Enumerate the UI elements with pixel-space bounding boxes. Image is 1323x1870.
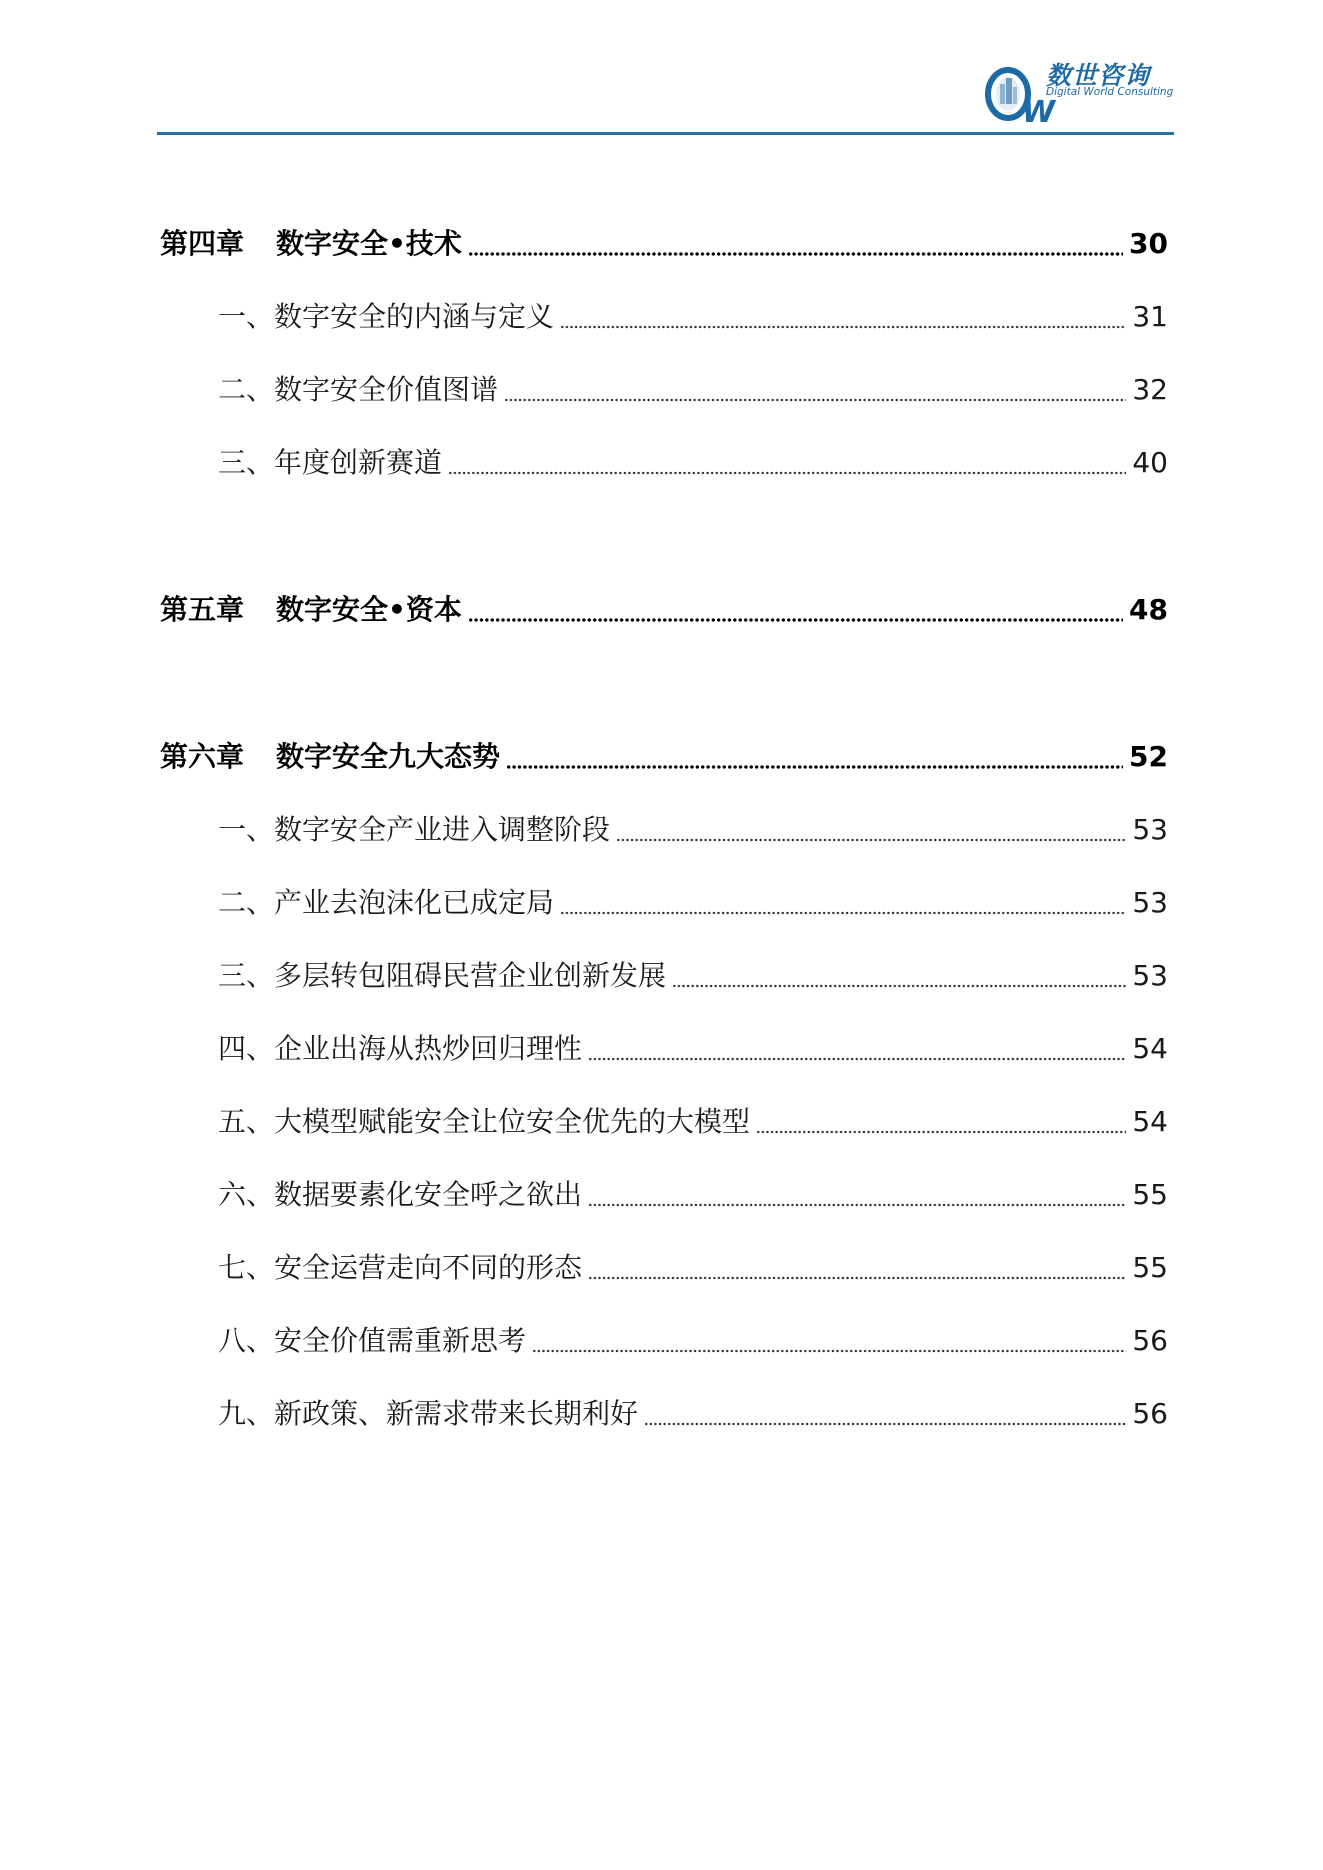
- entry-label: 二、数字安全价值图谱: [218, 373, 499, 406]
- logo-mark-letter: W: [1022, 95, 1056, 126]
- toc-entry[interactable]: [160, 353, 1168, 426]
- entry-label: 六、数据要素化安全呼之欲出: [218, 1178, 583, 1211]
- page-number: 56: [1132, 1324, 1168, 1357]
- leader-dots: [616, 838, 1126, 842]
- toc-chapter: [160, 207, 1168, 499]
- leader-dots: [588, 1057, 1126, 1061]
- leader-dots: [468, 252, 1123, 256]
- page-number: 30: [1129, 227, 1168, 260]
- toc-chapter: [160, 573, 1168, 646]
- entry-label: 二、产业去泡沫化已成定局: [218, 886, 555, 919]
- page-number: 54: [1132, 1105, 1168, 1138]
- table-of-contents: [160, 207, 1168, 1450]
- entry-label: 三、年度创新赛道: [218, 446, 443, 479]
- page-number: 52: [1129, 740, 1168, 773]
- leader-dots: [644, 1422, 1126, 1426]
- entry-label: 七、安全运营走向不同的形态: [218, 1251, 583, 1284]
- toc-chapter-heading[interactable]: [160, 207, 1168, 280]
- page-number: 53: [1132, 813, 1168, 846]
- entry-label: 八、安全价值需重新思考: [218, 1324, 527, 1357]
- leader-dots: [506, 765, 1123, 769]
- leader-dots: [588, 1203, 1126, 1207]
- header-divider: [157, 132, 1174, 135]
- toc-entry[interactable]: [160, 1158, 1168, 1231]
- toc-chapter: [160, 720, 1168, 1450]
- page-number: 40: [1132, 446, 1168, 479]
- entry-label: 四、企业出海从热炒回归理性: [218, 1032, 583, 1065]
- page-number: 55: [1132, 1178, 1168, 1211]
- chapter-number: 第六章: [160, 740, 245, 773]
- leader-dots: [756, 1130, 1126, 1134]
- page-number: 53: [1132, 959, 1168, 992]
- entry-label: 三、多层转包阻碍民营企业创新发展: [218, 959, 667, 992]
- toc-entry[interactable]: [160, 280, 1168, 353]
- page-number: 55: [1132, 1251, 1168, 1284]
- toc-entry[interactable]: [160, 1085, 1168, 1158]
- leader-dots: [532, 1349, 1126, 1353]
- page-number: 48: [1129, 593, 1168, 626]
- toc-entry[interactable]: [160, 939, 1168, 1012]
- chapter-number: 第五章: [160, 593, 245, 626]
- page-number: 54: [1132, 1032, 1168, 1065]
- toc-entry[interactable]: [160, 1377, 1168, 1450]
- toc-entry[interactable]: [160, 1012, 1168, 1085]
- leader-dots: [560, 325, 1126, 329]
- logo-name-cn: 数世咨询: [1046, 61, 1151, 90]
- page-number: 56: [1132, 1397, 1168, 1430]
- leader-dots: [504, 398, 1126, 402]
- entry-label: 一、数字安全产业进入调整阶段: [218, 813, 611, 846]
- page-number: 31: [1132, 300, 1168, 333]
- toc-entry[interactable]: [160, 426, 1168, 499]
- leader-dots: [560, 911, 1126, 915]
- toc-chapter-heading[interactable]: [160, 720, 1168, 793]
- leader-dots: [588, 1276, 1126, 1280]
- logo-name-en: Digital World Consulting: [1046, 86, 1174, 98]
- page-number: 32: [1132, 373, 1168, 406]
- toc-entry[interactable]: [160, 793, 1168, 866]
- leader-dots: [468, 618, 1123, 622]
- page-number: 53: [1132, 886, 1168, 919]
- chapter-title: 数字安全•技术: [276, 227, 462, 260]
- toc-entry[interactable]: [160, 1304, 1168, 1377]
- leader-dots: [672, 984, 1126, 988]
- toc-chapter-heading[interactable]: [160, 573, 1168, 646]
- leader-dots: [448, 471, 1126, 475]
- entry-label: 五、大模型赋能安全让位安全优先的大模型: [218, 1105, 751, 1138]
- entry-label: 九、新政策、新需求带来长期利好: [218, 1397, 639, 1430]
- toc-entry[interactable]: [160, 1231, 1168, 1304]
- entry-label: 一、数字安全的内涵与定义: [218, 300, 555, 333]
- chapter-title: 数字安全九大态势: [276, 740, 501, 773]
- toc-entry[interactable]: [160, 866, 1168, 939]
- chapter-title: 数字安全•资本: [276, 593, 462, 626]
- chapter-number: 第四章: [160, 227, 245, 260]
